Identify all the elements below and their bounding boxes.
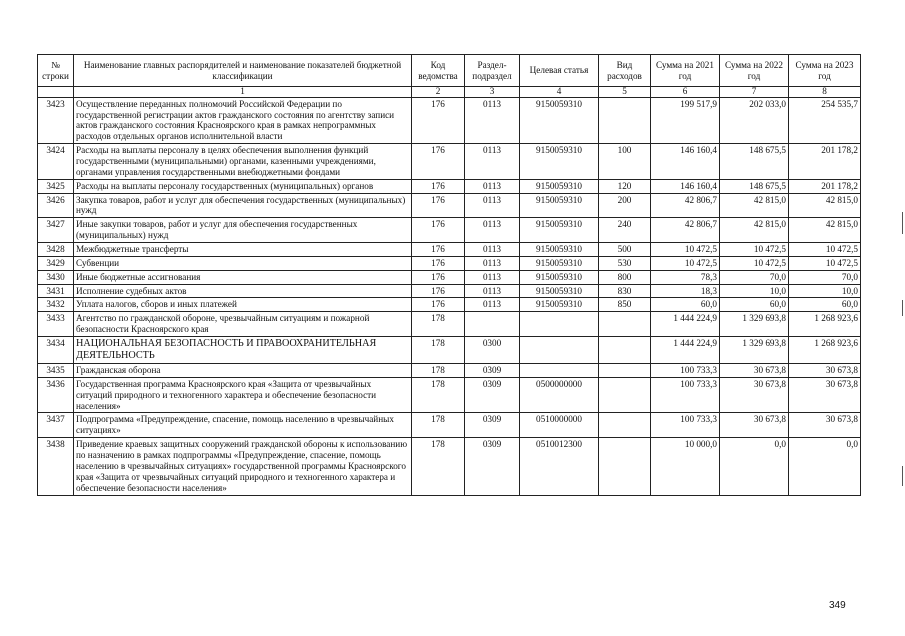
sum-2023-cell: 60,0 [789,298,861,312]
name-cell: Осуществление переданных полномочий Российской Федерации по государственной регистрации актов гражданского состояния по агентству записи актов гражданского состояния Красноярского края в рамках непрограммных расходов отдельных органов исполнительной власти [74,97,412,143]
target-article-cell [520,364,599,378]
sum-2021-cell: 42 806,7 [651,218,720,243]
sum-2023-cell: 1 268 923,6 [789,312,861,337]
expense-type-cell [599,377,651,413]
expense-type-cell: 240 [599,218,651,243]
name-cell: Субвенции [74,256,412,270]
sum-2023-cell: 10 472,5 [789,256,861,270]
sum-2022-cell: 30 673,8 [720,377,789,413]
header-sum-2023: Сумма на 2023 год [789,55,861,87]
page-number: 349 [829,600,846,611]
sum-2022-cell: 148 675,5 [720,144,789,180]
expense-type-cell: 850 [599,298,651,312]
sum-2021-cell: 10 000,0 [651,438,720,495]
dept-code-cell: 178 [412,377,465,413]
name-cell: Расходы на выплаты персоналу государственных (муниципальных) органов [74,179,412,193]
line-number-cell: 3432 [38,298,74,312]
sum-2023-cell: 30 673,8 [789,377,861,413]
table-row [38,242,861,256]
name-cell: Расходы на выплаты персоналу в целях обеспечения выполнения функций государственными (муниципальными) органами, казенными учреждениями, органами управления государственными внебюджетными фондами [74,144,412,180]
expense-type-cell: 200 [599,193,651,218]
sum-2022-cell: 1 329 693,8 [720,336,789,363]
sum-2023-cell: 30 673,8 [789,413,861,438]
sum-2022-cell: 70,0 [720,270,789,284]
table-row [38,298,861,312]
scan-edge-mark [902,300,903,316]
sum-2021-cell: 146 160,4 [651,144,720,180]
name-cell: Агентство по гражданской обороне, чрезвычайным ситуациям и пожарной безопасности Красноярского края [74,312,412,337]
expense-type-cell: 500 [599,242,651,256]
expense-type-cell [599,438,651,495]
expense-type-cell [599,413,651,438]
target-article-cell: 0510012300 [520,438,599,495]
section-cell: 0300 [465,336,520,363]
target-article-cell: 9150059310 [520,179,599,193]
target-article-cell: 9150059310 [520,242,599,256]
expense-type-cell [599,312,651,337]
target-article-cell: 9150059310 [520,256,599,270]
section-cell [465,312,520,337]
section-cell: 0309 [465,438,520,495]
sum-2023-cell: 30 673,8 [789,364,861,378]
dept-code-cell: 176 [412,218,465,243]
sum-2021-cell: 60,0 [651,298,720,312]
sum-2023-cell: 201 178,2 [789,179,861,193]
sum-2021-cell: 10 472,5 [651,256,720,270]
dept-code-cell: 176 [412,242,465,256]
column-number: 8 [789,87,861,98]
column-number: 1 [74,87,412,98]
sum-2023-cell: 1 268 923,6 [789,336,861,363]
sum-2021-cell: 100 733,3 [651,377,720,413]
table-row [38,97,861,143]
line-number-cell: 3435 [38,364,74,378]
dept-code-cell: 178 [412,312,465,337]
sum-2022-cell: 10 472,5 [720,256,789,270]
line-number-cell: 3424 [38,144,74,180]
line-number-cell: 3434 [38,336,74,363]
section-cell: 0113 [465,256,520,270]
dept-code-cell: 178 [412,438,465,495]
sum-2021-cell: 146 160,4 [651,179,720,193]
name-cell: Исполнение судебных актов [74,284,412,298]
table-header [38,55,861,98]
sum-2023-cell: 10 472,5 [789,242,861,256]
column-number: 6 [651,87,720,98]
target-article-cell: 9150059310 [520,298,599,312]
header-sum-2021: Сумма на 2021 год [651,55,720,87]
column-number: 7 [720,87,789,98]
table-row [38,256,861,270]
sum-2022-cell: 1 329 693,8 [720,312,789,337]
header-sum-2022: Сумма на 2022 год [720,55,789,87]
column-number: 3 [465,87,520,98]
dept-code-cell: 176 [412,193,465,218]
line-number-cell: 3430 [38,270,74,284]
table-row [38,438,861,495]
target-article-cell: 0510000000 [520,413,599,438]
sum-2022-cell: 42 815,0 [720,218,789,243]
section-cell: 0113 [465,97,520,143]
name-cell: Подпрограмма «Предупреждение, спасение, помощь населению в чрезвычайных ситуациях» [74,413,412,438]
table-row [38,218,861,243]
section-cell: 0113 [465,242,520,256]
column-number-empty [38,87,74,98]
line-number-cell: 3426 [38,193,74,218]
header-expense-type: Вид расходов [599,55,651,87]
table-row [38,193,861,218]
header-target-article: Целевая статья [520,55,599,87]
column-number-row [38,87,861,98]
sum-2023-cell: 254 535,7 [789,97,861,143]
sum-2021-cell: 1 444 224,9 [651,336,720,363]
target-article-cell: 0500000000 [520,377,599,413]
name-cell: Иные закупки товаров, работ и услуг для обеспечения государственных (муниципальных) нужд [74,218,412,243]
table-row [38,144,861,180]
target-article-cell: 9150059310 [520,284,599,298]
table-row [38,284,861,298]
sum-2022-cell: 60,0 [720,298,789,312]
sum-2022-cell: 42 815,0 [720,193,789,218]
header-line-number: № строки [38,55,74,87]
table-body [38,97,861,495]
section-cell: 0113 [465,298,520,312]
dept-code-cell: 176 [412,256,465,270]
dept-code-cell: 176 [412,179,465,193]
expense-type-cell [599,336,651,363]
section-cell: 0113 [465,218,520,243]
header-dept-code: Код ведомства [412,55,465,87]
section-cell: 0113 [465,193,520,218]
sum-2021-cell: 199 517,9 [651,97,720,143]
sum-2021-cell: 1 444 224,9 [651,312,720,337]
target-article-cell: 9150059310 [520,144,599,180]
dept-code-cell: 178 [412,413,465,438]
header-section: Раздел-подраздел [465,55,520,87]
section-cell: 0309 [465,364,520,378]
expense-type-cell: 800 [599,270,651,284]
expense-type-cell [599,364,651,378]
line-number-cell: 3428 [38,242,74,256]
dept-code-cell: 178 [412,336,465,363]
sum-2021-cell: 100 733,3 [651,413,720,438]
header-name: Наименование главных распорядителей и наименование показателей бюджетной классификации [74,55,412,87]
line-number-cell: 3438 [38,438,74,495]
target-article-cell: 9150059310 [520,193,599,218]
sum-2023-cell: 201 178,2 [789,144,861,180]
expense-type-cell: 530 [599,256,651,270]
name-cell: НАЦИОНАЛЬНАЯ БЕЗОПАСНОСТЬ И ПРАВООХРАНИТЕЛЬНАЯ ДЕЯТЕЛЬНОСТЬ [74,336,412,363]
line-number-cell: 3429 [38,256,74,270]
expense-type-cell: 100 [599,144,651,180]
scan-edge-mark [902,466,903,486]
expense-type-cell: 830 [599,284,651,298]
name-cell: Приведение краевых защитных сооружений гражданской обороны к использованию по назначению в рамках подпрограммы «Предупреждение, спасение, помощь населению в чрезвычайных ситуациях» государственной программы Красноярского края «Защита от чрезвычайных ситуаций природного и техногенного характера и обеспечение безопасности населения» [74,438,412,495]
name-cell: Межбюджетные трансферты [74,242,412,256]
sum-2023-cell: 10,0 [789,284,861,298]
sum-2023-cell: 70,0 [789,270,861,284]
section-cell: 0113 [465,270,520,284]
column-number: 2 [412,87,465,98]
expense-type-cell [599,97,651,143]
line-number-cell: 3427 [38,218,74,243]
column-number: 5 [599,87,651,98]
sum-2022-cell: 30 673,8 [720,413,789,438]
table-row [38,413,861,438]
table-row [38,270,861,284]
target-article-cell [520,336,599,363]
sum-2021-cell: 42 806,7 [651,193,720,218]
name-cell: Уплата налогов, сборов и иных платежей [74,298,412,312]
table-row [38,364,861,378]
sum-2021-cell: 78,3 [651,270,720,284]
line-number-cell: 3431 [38,284,74,298]
sum-2023-cell: 42 815,0 [789,193,861,218]
line-number-cell: 3425 [38,179,74,193]
sum-2022-cell: 0,0 [720,438,789,495]
scan-edge-mark [902,212,903,234]
section-cell: 0309 [465,413,520,438]
dept-code-cell: 176 [412,298,465,312]
sum-2021-cell: 10 472,5 [651,242,720,256]
sum-2023-cell: 42 815,0 [789,218,861,243]
dept-code-cell: 176 [412,97,465,143]
section-cell: 0113 [465,284,520,298]
name-cell: Иные бюджетные ассигнования [74,270,412,284]
sum-2022-cell: 30 673,8 [720,364,789,378]
name-cell: Государственная программа Красноярского края «Защита от чрезвычайных ситуаций природного и техногенного характера и обеспечение безопасности населения» [74,377,412,413]
budget-table [37,54,861,496]
section-cell: 0113 [465,144,520,180]
name-cell: Гражданская оборона [74,364,412,378]
dept-code-cell: 176 [412,144,465,180]
sum-2022-cell: 10 472,5 [720,242,789,256]
sum-2023-cell: 0,0 [789,438,861,495]
dept-code-cell: 176 [412,270,465,284]
table-row [38,312,861,337]
table-row [38,336,861,363]
target-article-cell: 9150059310 [520,97,599,143]
dept-code-cell: 178 [412,364,465,378]
line-number-cell: 3433 [38,312,74,337]
sum-2021-cell: 100 733,3 [651,364,720,378]
target-article-cell: 9150059310 [520,218,599,243]
table-row [38,377,861,413]
target-article-cell [520,312,599,337]
line-number-cell: 3436 [38,377,74,413]
expense-type-cell: 120 [599,179,651,193]
sum-2021-cell: 18,3 [651,284,720,298]
table-row [38,179,861,193]
sum-2022-cell: 202 033,0 [720,97,789,143]
section-cell: 0309 [465,377,520,413]
section-cell: 0113 [465,179,520,193]
line-number-cell: 3437 [38,413,74,438]
sum-2022-cell: 148 675,5 [720,179,789,193]
dept-code-cell: 176 [412,284,465,298]
target-article-cell: 9150059310 [520,270,599,284]
name-cell: Закупка товаров, работ и услуг для обеспечения государственных (муниципальных) нужд [74,193,412,218]
line-number-cell: 3423 [38,97,74,143]
sum-2022-cell: 10,0 [720,284,789,298]
column-number: 4 [520,87,599,98]
